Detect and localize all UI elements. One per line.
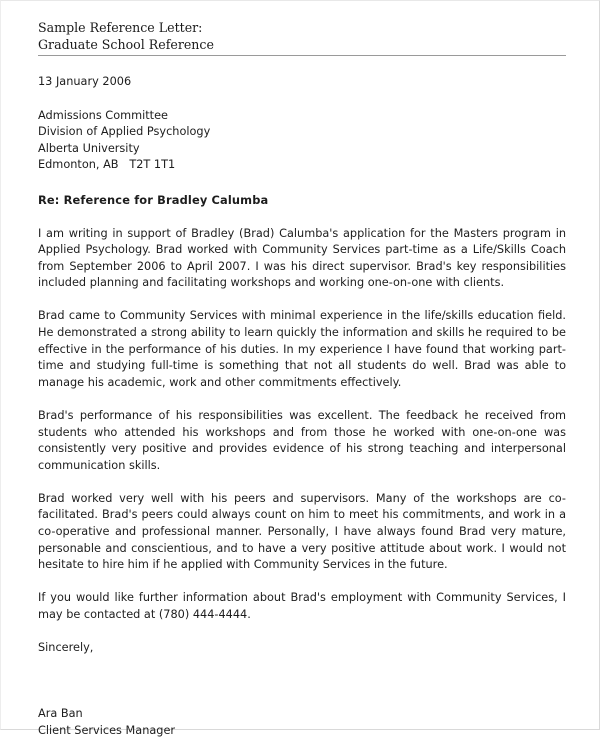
body-paragraph: Brad worked very well with his peers and supervisors. Many of the workshops are co-facilitated. Brad's peers could always count on him to meet his commitments, and work in a co-operative and professional manner. Personally, I have always found Brad very mature, personable and conscientious, and to have a very positive attitude about work. I would not hesitate to hire him if he applied with Community Services in the future. [38, 491, 570, 572]
letterhead-line-2: Graduate School Reference [38, 36, 214, 52]
letter-content [38, 20, 574, 739]
body-paragraph: I am writing in support of Bradley (Brad) Calumba's application for the Masters program in Applied Psychology. Brad worked with Community Services part-time as a Life/Skills Coach from September 2006 to April 2007. I was his direct supervisor. Brad's key responsibilities included planning and facilitating workshops and working one-on-one with clients. [38, 226, 570, 290]
letter-date: 13 January 2006 [38, 75, 132, 88]
recipient-address [38, 108, 566, 174]
body-paragraph: Brad came to Community Services with minimal experience in the life/skills education field. He demonstrated a strong ability to learn quickly the information and skills he required to be effective in the performance of his duties. In my experience I have found that working part-time and studying full-time is something that not all students do well. Brad was able to manage his academic, work and other commitments effectively. [38, 309, 574, 389]
body-paragraph: Brad's performance of his responsibilities was excellent. The feedback he received from students who attended his workshops and from those he worked with one-on-one was consistently very positive and provides evidence of his strong teaching and interpersonal communication skills. [38, 408, 570, 472]
signer-title: Client Services Manager [38, 723, 176, 737]
recipient-line-2: Division of Applied Psychology [38, 125, 211, 139]
recipient-line-3: Alberta University [38, 141, 140, 155]
recipient-line-1: Admissions Committee [38, 108, 169, 122]
subject-line: Re: Reference for Bradley Calumba [38, 192, 269, 207]
signer-name: Ara Ban [38, 707, 83, 721]
letterhead-line-1: Sample Reference Letter: [38, 20, 203, 35]
signature-block [38, 706, 566, 739]
body-paragraph: If you would like further information about Brad's employment with Community Services, I may be contacted at (780) 444-4444. [38, 591, 570, 621]
closing-salutation: Sincerely, [38, 641, 94, 655]
letterhead [38, 20, 566, 56]
recipient-line-4: Edmonton, AB T2T 1T1 [38, 158, 176, 172]
